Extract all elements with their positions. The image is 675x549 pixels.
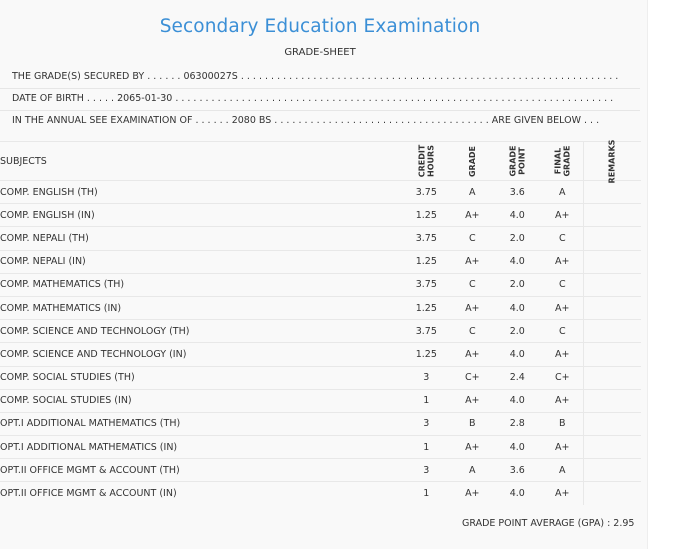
- remarks-cell: [583, 436, 641, 459]
- table-row: [0, 181, 641, 204]
- grade-header: GRADE: [452, 142, 493, 181]
- subjects-header: SUBJECTS: [0, 142, 401, 181]
- table-row: [0, 366, 641, 389]
- divider: [0, 88, 640, 89]
- subject-cell: COMP. SOCIAL STUDIES (IN): [0, 389, 401, 412]
- remarks-cell: [583, 320, 641, 343]
- grade-cell: A: [452, 181, 493, 204]
- grade-cell: A+: [452, 389, 493, 412]
- subject-cell: COMP. MATHEMATICS (IN): [0, 296, 401, 319]
- final-grade-cell: A+: [542, 436, 583, 459]
- grade-point-cell: 4.0: [493, 482, 542, 505]
- grade-cell: A+: [452, 250, 493, 273]
- examination-line: IN THE ANNUAL SEE EXAMINATION OF . . . . . . 2080 BS . . . . . . . . . . . . . . . . . . . . . . . . . . . . . . . . . . . . ARE GIVEN BELOW . . .: [12, 115, 600, 126]
- table-row: [0, 250, 641, 273]
- remarks-cell: [583, 227, 641, 250]
- final-grade-cell: A: [542, 181, 583, 204]
- credit-hours-cell: 3: [401, 412, 452, 435]
- subject-cell: OPT.II OFFICE MGMT & ACCOUNT (TH): [0, 459, 401, 482]
- remarks-cell: [583, 343, 641, 366]
- grade-point-cell: 4.0: [493, 250, 542, 273]
- grade-cell: C: [452, 320, 493, 343]
- table-row: [0, 227, 641, 250]
- final-grade-cell: A+: [542, 389, 583, 412]
- grade-point-cell: 2.8: [493, 412, 542, 435]
- grade-cell: A+: [452, 343, 493, 366]
- final-grade-cell: A: [542, 459, 583, 482]
- grade-cell: A+: [452, 482, 493, 505]
- subject-cell: COMP. MATHEMATICS (TH): [0, 273, 401, 296]
- date-of-birth-line: DATE OF BIRTH . . . . . 2065-01-30 . . . . . . . . . . . . . . . . . . . . . . . . . . . . . . . . . . . . . . . . . . . . . . . . . . . . . . . . . . . . . . . . . . . . . . . . .: [12, 93, 614, 104]
- credit-hours-cell: 3.75: [401, 273, 452, 296]
- subject-cell: OPT.II OFFICE MGMT & ACCOUNT (IN): [0, 482, 401, 505]
- final-grade-cell: C: [542, 273, 583, 296]
- grade-point-cell: 4.0: [493, 436, 542, 459]
- grade-point-cell: 3.6: [493, 181, 542, 204]
- grade-cell: A+: [452, 436, 493, 459]
- table-row: [0, 343, 641, 366]
- remarks-cell: [583, 389, 641, 412]
- exam-title: Secondary Education Examination: [159, 16, 481, 37]
- table-row: [0, 204, 641, 227]
- credit-hours-cell: 3.75: [401, 227, 452, 250]
- grade-point-cell: 2.0: [493, 273, 542, 296]
- grade-cell: A: [452, 459, 493, 482]
- grade-point-cell: 2.4: [493, 366, 542, 389]
- grade-cell: B: [452, 412, 493, 435]
- remarks-cell: [583, 459, 641, 482]
- table-row: [0, 296, 641, 319]
- subject-cell: COMP. SOCIAL STUDIES (TH): [0, 366, 401, 389]
- grade-cell: C+: [452, 366, 493, 389]
- credit-hours-cell: 3.75: [401, 320, 452, 343]
- grade-cell: C: [452, 227, 493, 250]
- grade-point-cell: 2.0: [493, 320, 542, 343]
- remarks-cell: [583, 482, 641, 505]
- grade-sheet-heading: GRADE-SHEET: [284, 47, 356, 58]
- subject-cell: COMP. SCIENCE AND TECHNOLOGY (IN): [0, 343, 401, 366]
- final-grade-cell: C: [542, 227, 583, 250]
- divider: [0, 110, 640, 111]
- grade-point-cell: 4.0: [493, 343, 542, 366]
- credit-hours-cell: 1.25: [401, 204, 452, 227]
- grade-point-header: GRADE POINT: [493, 142, 542, 181]
- credit-hours-cell: 3: [401, 366, 452, 389]
- credit-hours-cell: 1.25: [401, 296, 452, 319]
- table-header-row: [0, 142, 641, 181]
- subject-cell: COMP. NEPALI (TH): [0, 227, 401, 250]
- table-row: [0, 436, 641, 459]
- remarks-cell: [583, 366, 641, 389]
- gpa-summary: GRADE POINT AVERAGE (GPA) : 2.95: [462, 518, 635, 529]
- table-row: [0, 320, 641, 343]
- remarks-cell: [583, 250, 641, 273]
- table-row: [0, 459, 641, 482]
- subject-cell: OPT.I ADDITIONAL MATHEMATICS (IN): [0, 436, 401, 459]
- remarks-header: REMARKS: [583, 142, 641, 181]
- grades-secured-line: THE GRADE(S) SECURED BY . . . . . . 06300027S . . . . . . . . . . . . . . . . . . . . . . . . . . . . . . . . . . . . . . . . . . . . . . . . . . . . . . . . . . . . . . .: [12, 71, 619, 82]
- final-grade-cell: C+: [542, 366, 583, 389]
- credit-hours-cell: 1: [401, 389, 452, 412]
- final-grade-cell: A+: [542, 204, 583, 227]
- grade-point-cell: 2.0: [493, 227, 542, 250]
- subject-cell: COMP. ENGLISH (TH): [0, 181, 401, 204]
- final-grade-header: FINAL GRADE: [542, 142, 583, 181]
- grade-point-cell: 4.0: [493, 389, 542, 412]
- credit-hours-cell: 1.25: [401, 343, 452, 366]
- final-grade-cell: B: [542, 412, 583, 435]
- subject-cell: COMP. NEPALI (IN): [0, 250, 401, 273]
- credit-hours-cell: 1: [401, 436, 452, 459]
- credit-hours-cell: 3.75: [401, 181, 452, 204]
- grade-cell: A+: [452, 204, 493, 227]
- credit-hours-cell: 1: [401, 482, 452, 505]
- credit-hours-cell: 1.25: [401, 250, 452, 273]
- remarks-cell: [583, 204, 641, 227]
- table-row: [0, 389, 641, 412]
- final-grade-cell: A+: [542, 343, 583, 366]
- final-grade-cell: A+: [542, 250, 583, 273]
- grade-cell: C: [452, 273, 493, 296]
- grade-point-cell: 4.0: [493, 204, 542, 227]
- final-grade-cell: A+: [542, 482, 583, 505]
- credit-hours-cell: 3: [401, 459, 452, 482]
- credit-hours-header: CREDIT HOURS: [401, 142, 452, 181]
- grade-point-cell: 3.6: [493, 459, 542, 482]
- remarks-cell: [583, 273, 641, 296]
- subject-cell: OPT.I ADDITIONAL MATHEMATICS (TH): [0, 412, 401, 435]
- final-grade-cell: A+: [542, 296, 583, 319]
- remarks-cell: [583, 296, 641, 319]
- grade-point-cell: 4.0: [493, 296, 542, 319]
- subject-cell: COMP. SCIENCE AND TECHNOLOGY (TH): [0, 320, 401, 343]
- table-row: [0, 273, 641, 296]
- subject-cell: COMP. ENGLISH (IN): [0, 204, 401, 227]
- remarks-cell: [583, 412, 641, 435]
- grade-cell: A+: [452, 296, 493, 319]
- table-row: [0, 412, 641, 435]
- table-row: [0, 482, 641, 505]
- remarks-cell: [583, 181, 641, 204]
- final-grade-cell: C: [542, 320, 583, 343]
- grades-table: [0, 141, 641, 505]
